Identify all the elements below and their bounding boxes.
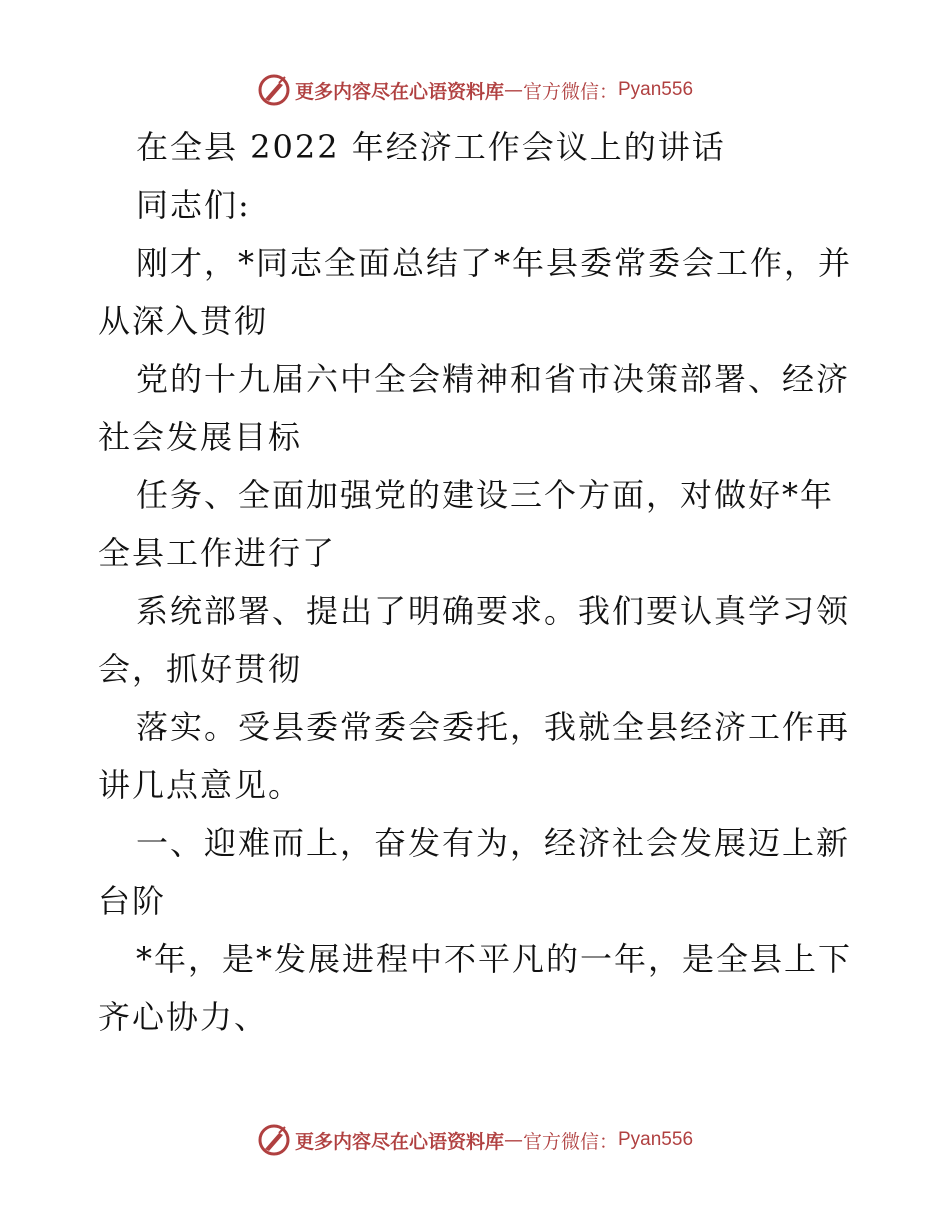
section-heading-continued: 台阶 (98, 882, 167, 920)
body-line: 任务、全面加强党的建设三个方面，对做好*年 (136, 476, 835, 514)
body-line: 党的十九届六中全会精神和省市决策部署、经济 (136, 360, 851, 398)
section-heading: 一、迎难而上，奋发有为，经济社会发展迈上新 (136, 824, 851, 862)
watermark-dash: — (503, 1129, 523, 1151)
body-line: 会，抓好贯彻 (98, 650, 303, 688)
body-line: 社会发展目标 (98, 418, 303, 456)
body-line: 系统部署、提出了明确要求。我们要认真学习领 (136, 592, 851, 630)
salutation: 同志们: (136, 186, 251, 224)
pen-logo-icon (257, 73, 291, 107)
header-watermark (0, 70, 950, 110)
body-line: 刚才，*同志全面总结了*年县委常委会工作，并 (136, 244, 853, 282)
body-line: 齐心协力、 (98, 998, 269, 1036)
body-line: 讲几点意见。 (98, 766, 303, 804)
watermark-wechat-label: 官方微信： (522, 1130, 618, 1153)
document-title: 在全县 2022 年经济工作会议上的讲话 (136, 128, 726, 166)
watermark-wechat-id: Pyan556 (618, 1129, 694, 1150)
document-body (98, 118, 858, 1046)
watermark-dash: — (503, 79, 523, 101)
watermark-brand: 更多内容尽在心语资料库 (294, 80, 504, 103)
watermark-wechat-id: Pyan556 (618, 79, 694, 100)
body-line: 落实。受县委常委会委托，我就全县经济工作再 (136, 708, 851, 746)
pen-logo-icon (257, 1123, 291, 1157)
watermark-brand: 更多内容尽在心语资料库 (294, 1130, 504, 1153)
body-line: 从深入贯彻 (98, 302, 269, 340)
watermark-wechat-label: 官方微信： (522, 80, 618, 103)
body-line: 全县工作进行了 (98, 534, 337, 572)
footer-watermark (0, 1120, 950, 1160)
body-line: *年，是*发展进程中不平凡的一年，是全县上下 (136, 940, 853, 978)
